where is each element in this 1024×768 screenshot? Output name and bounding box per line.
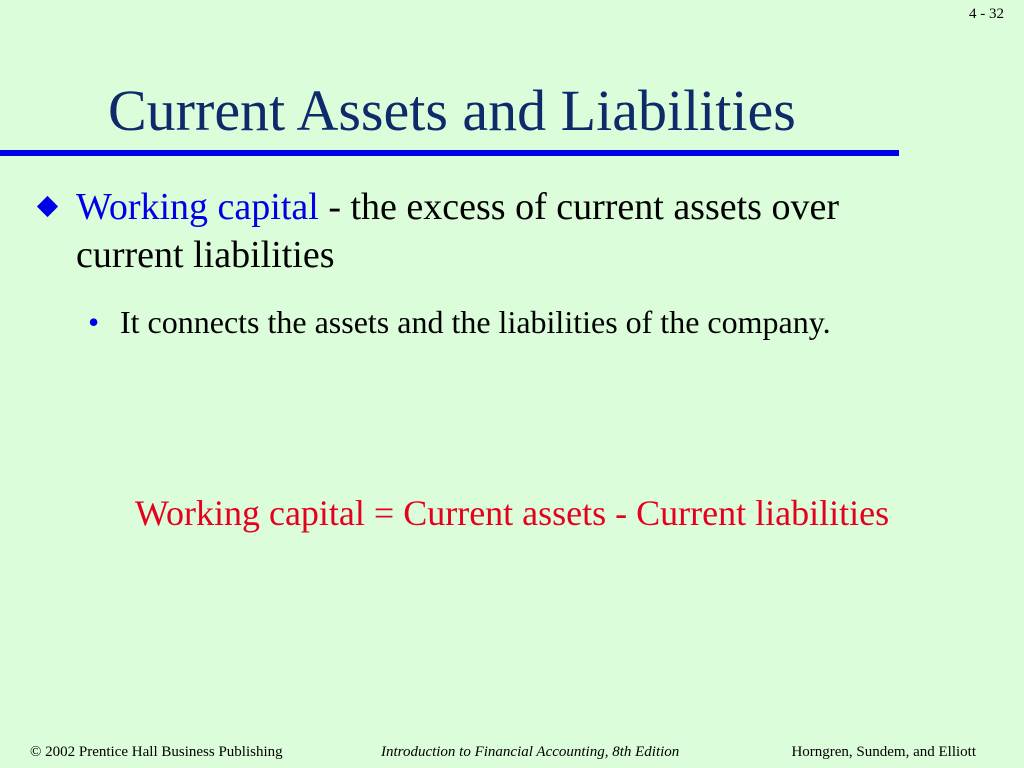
- term-working-capital: Working capital: [76, 186, 319, 228]
- bullet-1-text: [76, 183, 920, 279]
- formula: Working capital = Current assets - Current liabilities: [134, 493, 890, 533]
- dot-bullet-icon: •: [88, 304, 100, 340]
- diamond-bullet-icon: [37, 196, 58, 217]
- footer-authors: Horngren, Sundem, and Elliott: [791, 744, 976, 760]
- slide-number: 4 - 32: [969, 6, 1004, 22]
- title-underline: [0, 150, 899, 156]
- footer-book-title: Introduction to Financial Accounting, 8th Edition: [381, 744, 680, 760]
- term-definition: - the excess of current assets over current liabilities: [76, 186, 839, 276]
- bullet-working-capital: [40, 183, 920, 279]
- sub-bullet-connects: [88, 300, 888, 345]
- sub-bullet-text: It connects the assets and the liabilities of the company.: [120, 304, 831, 340]
- footer-copyright: © 2002 Prentice Hall Business Publishing: [30, 744, 283, 760]
- slide-title: Current Assets and Liabilities: [108, 78, 796, 143]
